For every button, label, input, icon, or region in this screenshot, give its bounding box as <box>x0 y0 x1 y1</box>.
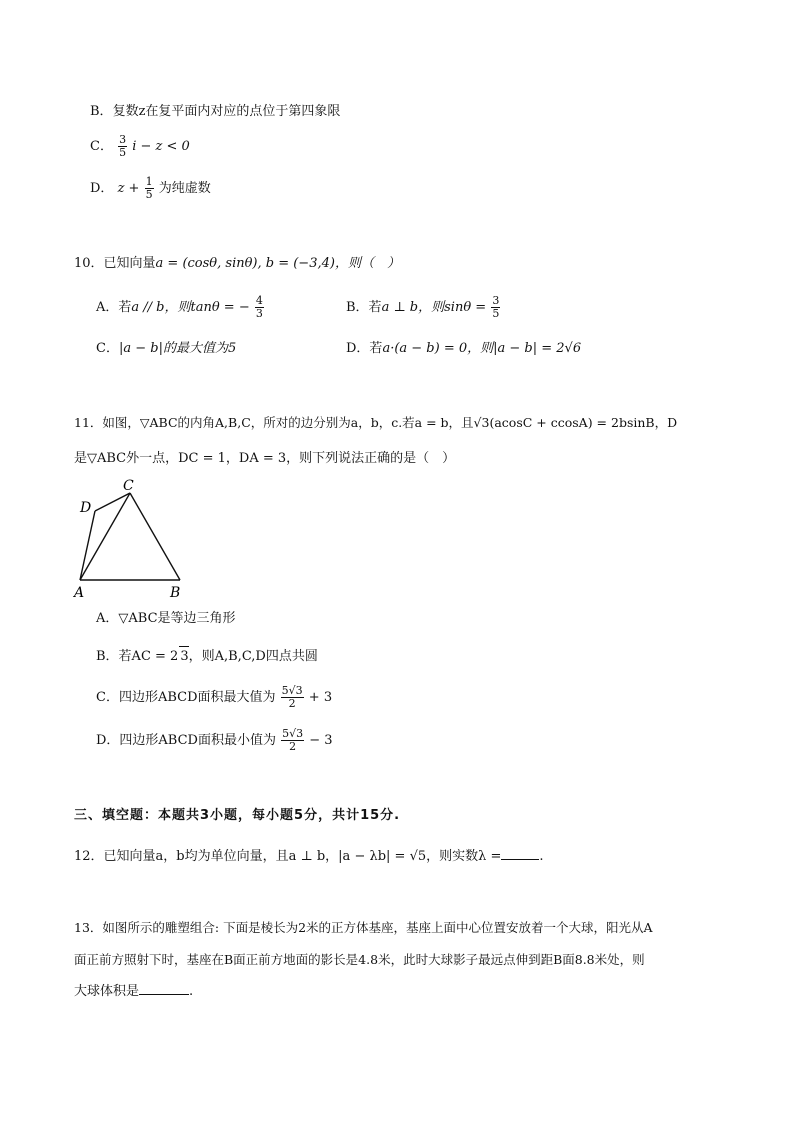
q11-option-b-tail: ，则A,B,C,D四点共圆 <box>188 649 318 664</box>
q12-line <box>74 847 544 867</box>
label-b: B <box>170 585 181 601</box>
q9-option-b <box>90 102 340 122</box>
q11-option-d-fraction: $\frac{5√3}{2}$ <box>282 727 304 753</box>
q11-line-2: 是▽ABC外一点，DC = 1，DA = 3，则下列说法正确的是（ ） <box>74 451 456 466</box>
q10-option-c-label: C． <box>96 341 119 356</box>
q11-option-c-fraction: $\frac{5√3}{2}$ <box>281 684 303 710</box>
q12-answer-blank[interactable] <box>501 847 539 860</box>
q13-line-2: 面正前方照射下时，基座在B面正前方地面的影长是4.8米，此时大球影子最远点伸到距B面8.8米处，则 <box>74 952 645 967</box>
q10-option-d-text: a·(a − b) = 0，则|a − b| = 2√6 <box>382 341 582 356</box>
q10-option-a-label: A．若 <box>96 300 132 315</box>
q9-option-c-tail: i − z < 0 <box>132 139 190 154</box>
q9-option-d-tail: 为纯虚数 <box>158 181 211 196</box>
q10-option-b-mid: a ⊥ b，则sinθ = <box>381 300 487 315</box>
q11-figure <box>70 476 200 602</box>
q11-line-1: 11．如图，▽ABC的内角A,B,C，所对的边分别为a，b，c.若a = b，且√3(acosC + ccosA) = 2bsinB，D <box>74 415 678 430</box>
q9-option-d-head: z + <box>117 181 140 196</box>
q10-option-a-fraction: $\frac{4}{3}$ <box>255 294 263 320</box>
q9-option-b-text: 复数z在复平面内对应的点位于第四象限 <box>112 104 341 119</box>
q10-stem-b: a = (cosθ, sinθ), b = (−3,4)，则（ ） <box>155 256 400 271</box>
q13-text-a: 大球体积是 <box>74 984 140 999</box>
segment-ad <box>80 511 95 580</box>
q10-option-b <box>346 293 501 323</box>
q9-option-c <box>90 132 190 162</box>
q10-option-b-label: B．若 <box>346 300 382 315</box>
q9-option-d <box>90 174 211 204</box>
q11-option-b <box>96 646 318 667</box>
q11-option-c-tail: + 3 <box>308 690 333 705</box>
q13-line-1: 13．如图所示的雕塑组合: 下面是棱长为2米的正方体基座，基座上面中心位置安放着一个大球，阳光从A <box>74 920 653 935</box>
q10-option-a <box>96 293 265 323</box>
label-d: D <box>80 500 92 516</box>
segment-cb <box>130 493 180 580</box>
q11-option-c <box>96 683 332 713</box>
q11-option-b-root: 3 <box>179 646 188 667</box>
q10-stem <box>74 254 400 274</box>
q13-text-b: . <box>189 984 194 999</box>
q11-option-b-head: B．若AC = 2 <box>96 649 179 664</box>
label-c: C <box>123 478 134 494</box>
q9-option-d-label: D． <box>90 181 114 196</box>
q10-stem-a: 10．已知向量 <box>74 256 156 271</box>
q9-option-c-fraction: $\frac{3}{5}$ <box>119 133 127 159</box>
q9-option-d-fraction: $\frac{1}{5}$ <box>145 175 153 201</box>
q9-option-c-label: C． <box>90 139 113 154</box>
q11-option-d-head: D．四边形ABCD面积最小值为 <box>96 733 276 748</box>
q12-text-a: 12．已知向量a，b均为单位向量，且a ⊥ b，|a − λb| = √5，则实数λ = <box>74 849 502 864</box>
q13-answer-blank[interactable] <box>139 982 189 995</box>
q12-text-b: . <box>539 849 544 864</box>
q10-option-d <box>346 339 581 359</box>
section-3-title: 三、填空题：本题共3小题，每小题5分，共计15分. <box>74 808 401 823</box>
q10-option-c <box>96 339 236 359</box>
q10-option-c-text: |a − b|的最大值为5 <box>118 341 237 356</box>
q11-option-c-head: C．四边形ABCD面积最大值为 <box>96 690 276 705</box>
q10-option-a-mid: a // b，则tanθ = − <box>131 300 250 315</box>
q11-option-a: A．▽ABC是等边三角形 <box>96 611 236 626</box>
q11-option-d-tail: − 3 <box>309 733 333 748</box>
q11-option-d <box>96 726 333 756</box>
q10-option-d-label: D．若 <box>346 341 383 356</box>
q9-option-b-label: B． <box>90 104 113 119</box>
q13-line-3 <box>74 982 193 1002</box>
label-a: A <box>74 585 85 601</box>
q10-option-b-fraction: $\frac{3}{5}$ <box>492 294 500 320</box>
